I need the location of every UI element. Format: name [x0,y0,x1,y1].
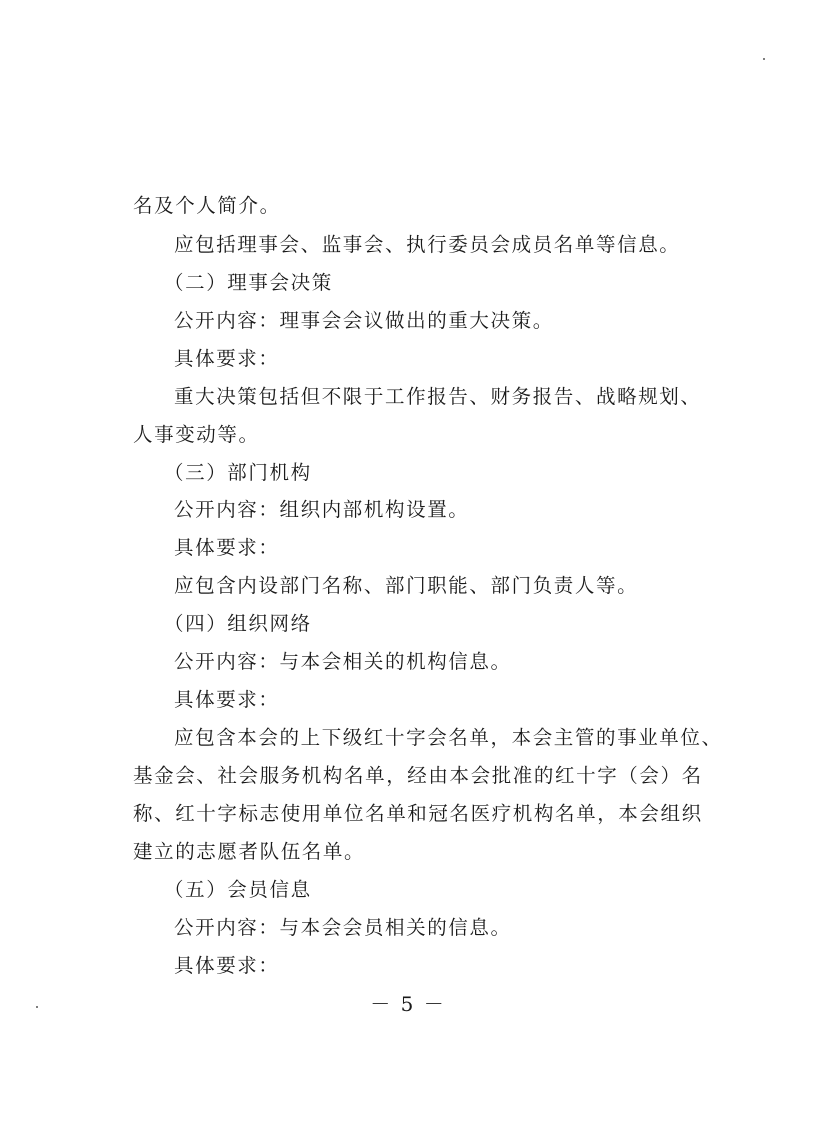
text-line: 公开内容：组织内部机构设置。 [174,498,470,521]
text-line: 名及个人简介。 [133,194,281,217]
section-heading: （三）部门机构 [164,461,312,484]
scan-speck [763,58,765,60]
text-line: 公开内容：理事会会议做出的重大决策。 [174,309,554,332]
text-line: 应包含本会的上下级红十字会名单，本会主管的事业单位、 [174,726,723,749]
page-number: － 5 － [370,992,446,1016]
text-line: 人事变动等。 [133,423,260,446]
text-line: 重大决策包括但不限于工作报告、财务报告、战略规划、 [174,385,702,408]
text-line: 公开内容：与本会相关的机构信息。 [174,650,512,673]
section-heading: （二）理事会决策 [164,271,333,294]
text-line: 称、红十字标志使用单位名单和冠名医疗机构名单，本会组织 [133,802,703,825]
text-line: 具体要求： [174,954,280,977]
text-line: 应包括理事会、监事会、执行委员会成员名单等信息。 [174,233,681,256]
section-heading: （四）组织网络 [164,612,312,635]
text-line: 具体要求： [174,536,280,559]
section-heading: （五）会员信息 [164,878,312,901]
text-line: 应包含内设部门名称、部门职能、部门负责人等。 [174,574,639,597]
text-line: 具体要求： [174,688,280,711]
text-line: 基金会、社会服务机构名单，经由本会批准的红十字（会）名 [133,764,703,787]
scan-speck [36,1006,38,1008]
text-line: 具体要求： [174,347,280,370]
text-line: 公开内容：与本会会员相关的信息。 [174,916,512,939]
text-line: 建立的志愿者队伍名单。 [133,840,366,863]
